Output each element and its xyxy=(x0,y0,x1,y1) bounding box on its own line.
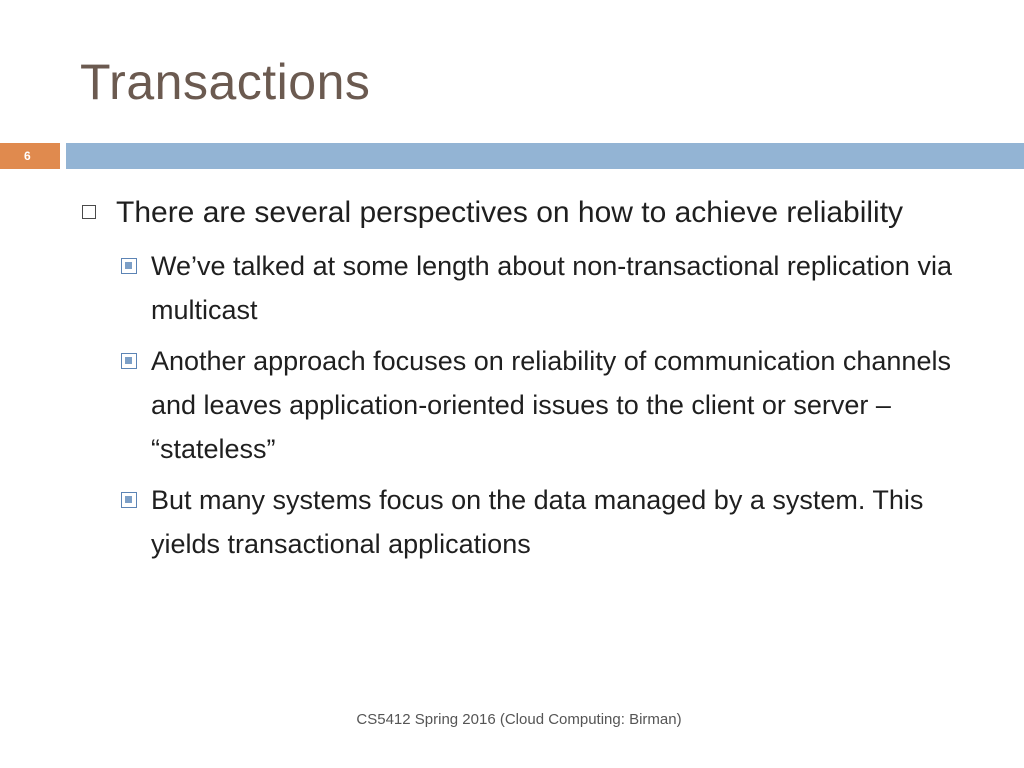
sub-bullet-text: Another approach focuses on reliability of communication channels and leaves application-oriented issues to the client or server – “stateless” xyxy=(151,346,951,464)
slide-content xyxy=(76,188,976,566)
slide-title: Transactions xyxy=(80,54,371,110)
filled-square-bullet-icon xyxy=(121,353,137,369)
sub-bullet-text: But many systems focus on the data managed by a system. This yields transactional applications xyxy=(151,485,924,559)
slide-number: 6 xyxy=(24,149,31,163)
bullet-level1 xyxy=(76,188,976,237)
bullet-level2 xyxy=(76,478,976,566)
filled-square-bullet-icon xyxy=(121,492,137,508)
sub-bullet-text: We’ve talked at some length about non-transactional replication via multicast xyxy=(151,251,952,325)
filled-square-bullet-icon xyxy=(121,258,137,274)
hollow-square-bullet-icon xyxy=(82,205,96,219)
slide-footer: CS5412 Spring 2016 (Cloud Computing: Birman) xyxy=(356,711,682,728)
slide-number-badge xyxy=(0,143,60,169)
bullet-text: There are several perspectives on how to achieve reliability xyxy=(116,196,904,229)
bullet-level2 xyxy=(76,244,976,332)
title-rule-bar xyxy=(66,143,1024,169)
bullet-level2 xyxy=(76,339,976,471)
